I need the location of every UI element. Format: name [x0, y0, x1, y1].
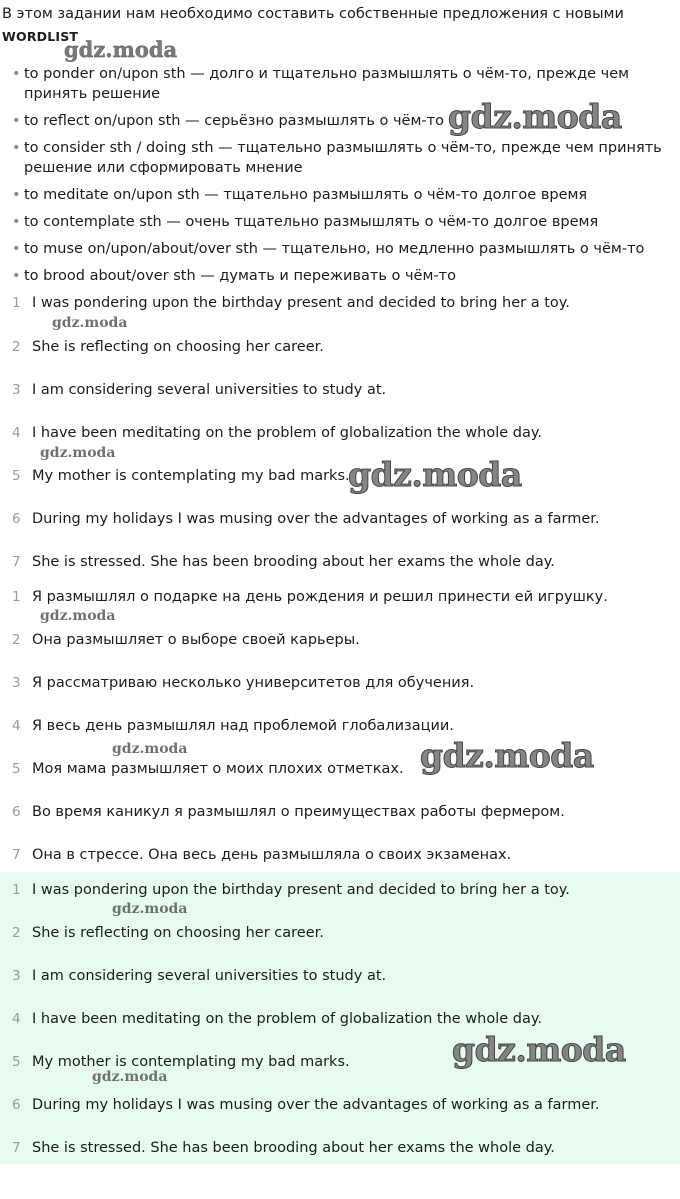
sentence-en-2: [0, 337, 680, 359]
sentence-number: 1: [12, 295, 21, 311]
wordlist-item-text: to brood about/over sth — думать и переживать о чём-то: [24, 268, 456, 284]
sentence-answer-1: [0, 880, 680, 902]
sentence-text: Она в стрессе. Она весь день размышляла о своих экзаменах.: [32, 847, 512, 863]
wordlist-item-text: to meditate on/upon sth — тщательно размышлять о чём-то долгое время: [24, 187, 588, 203]
sentence-text: I was pondering upon the birthday present and decided to bring her a toy.: [32, 295, 570, 311]
sentence-number: 1: [12, 589, 21, 605]
wordlist-item: [12, 239, 672, 259]
sentence-number: 2: [12, 339, 21, 355]
watermark: gdz.moda: [420, 736, 594, 775]
wordlist-item: [12, 64, 672, 104]
sentence-number: 3: [12, 382, 21, 398]
sentence-answer-5: [0, 1052, 680, 1074]
sentence-answer-6: [0, 1095, 680, 1117]
sentence-number: 2: [12, 925, 21, 941]
bullet-icon: •: [12, 214, 21, 230]
sentence-en-4: [0, 423, 680, 445]
wordlist-item: [12, 138, 672, 178]
sentence-answer-4: [0, 1009, 680, 1031]
sentence-en-1: [0, 293, 680, 315]
sentence-ru-2: [0, 630, 680, 652]
sentence-number: 4: [12, 1011, 21, 1027]
watermark: gdz.moda: [112, 901, 188, 917]
sentence-text: Во время каникул я размышлял о преимуществах работы фермером.: [32, 804, 565, 820]
sentence-text: During my holidays I was musing over the advantages of working as a farmer.: [32, 511, 600, 527]
sentence-text: Она размышляет о выборе своей карьеры.: [32, 632, 360, 648]
sentence-number: 7: [12, 554, 21, 570]
wordlist-item: [12, 185, 672, 205]
sentence-answer-2: [0, 923, 680, 945]
sentence-answer-3: [0, 966, 680, 988]
sentence-number: 7: [12, 847, 21, 863]
sentence-ru-3: [0, 673, 680, 695]
bullet-icon: •: [12, 113, 21, 129]
bullet-icon: •: [12, 241, 21, 257]
sentence-number: 3: [12, 968, 21, 984]
sentence-ru-7: [0, 845, 680, 867]
sentence-text: My mother is contemplating my bad marks.: [32, 468, 350, 484]
sentence-ru-4: [0, 716, 680, 738]
watermark: gdz.moda: [40, 445, 116, 461]
sentence-number: 5: [12, 761, 21, 777]
sentence-number: 2: [12, 632, 21, 648]
sentence-number: 3: [12, 675, 21, 691]
sentence-en-6: [0, 509, 680, 531]
sentence-en-5: [0, 466, 680, 488]
sentence-number: 5: [12, 1054, 21, 1070]
sentence-text: Моя мама размышляет о моих плохих отметках.: [32, 761, 404, 777]
sentence-text: I am considering several universities to study at.: [32, 382, 387, 398]
sentence-text: I have been meditating on the problem of globalization the whole day.: [32, 1011, 542, 1027]
wordlist-title: WORDLIST: [2, 29, 79, 44]
watermark: gdz.moda: [348, 455, 522, 494]
sentence-text: Я размышлял о подарке на день рождения и решил принести ей игрушку.: [32, 589, 608, 605]
wordlist: [12, 64, 672, 286]
sentence-number: 5: [12, 468, 21, 484]
sentence-text: She is stressed. She has been brooding about her exams the whole day.: [32, 1140, 555, 1156]
sentence-text: Я весь день размышлял над проблемой глобализации.: [32, 718, 454, 734]
sentence-number: 1: [12, 882, 21, 898]
bullet-icon: •: [12, 66, 21, 82]
sentence-ru-5: [0, 759, 680, 781]
watermark: gdz.moda: [52, 315, 128, 331]
bullet-icon: •: [12, 140, 21, 156]
sentence-text: My mother is contemplating my bad marks.: [32, 1054, 350, 1070]
sentence-en-7: [0, 552, 680, 574]
wordlist-item: [12, 212, 672, 232]
sentence-text: She is reflecting on choosing her career.: [32, 925, 324, 941]
watermark: gdz.moda: [40, 608, 116, 624]
watermark: gdz.moda: [92, 1069, 168, 1085]
watermark: gdz.moda: [448, 97, 622, 136]
sentence-text: She is stressed. She has been brooding about her exams the whole day.: [32, 554, 555, 570]
sentence-number: 6: [12, 804, 21, 820]
sentence-text: I have been meditating on the problem of globalization the whole day.: [32, 425, 542, 441]
wordlist-item: [12, 111, 672, 131]
watermark: gdz.moda: [112, 741, 188, 757]
wordlist-item-text: to consider sth / doing sth — тщательно размышлять о чём-то, прежде чем принять решение или сформировать мнение: [24, 140, 662, 176]
wordlist-item: [12, 266, 672, 286]
sentence-text: During my holidays I was musing over the advantages of working as a farmer.: [32, 1097, 600, 1113]
wordlist-item-text: to reflect on/upon sth — серьёзно размышлять о чём-то: [24, 113, 444, 129]
bullet-icon: •: [12, 187, 21, 203]
sentence-number: 4: [12, 718, 21, 734]
sentence-text: I am considering several universities to study at.: [32, 968, 387, 984]
wordlist-item-text: to ponder on/upon sth — долго и тщательно размышлять о чём-то, прежде чем принять решение: [24, 66, 630, 102]
wordlist-item-text: to contemplate sth — очень тщательно размышлять о чём-то долгое время: [24, 214, 599, 230]
watermark: gdz.moda: [452, 1030, 626, 1069]
sentence-number: 6: [12, 511, 21, 527]
watermark: gdz.moda: [64, 37, 178, 62]
sentence-ru-6: [0, 802, 680, 824]
wordlist-item-text: to muse on/upon/about/over sth — тщательно, но медленно размышлять о чём-то: [24, 241, 645, 257]
sentence-text: Я рассматриваю несколько университетов для обучения.: [32, 675, 475, 691]
sentence-number: 4: [12, 425, 21, 441]
sentence-text: She is reflecting on choosing her career.: [32, 339, 324, 355]
sentence-ru-1: [0, 587, 680, 609]
intro-text: В этом задании нам необходимо составить собственные предложения с новыми: [2, 6, 624, 22]
sentence-number: 7: [12, 1140, 21, 1156]
bullet-icon: •: [12, 268, 21, 284]
sentence-text: I was pondering upon the birthday present and decided to bring her a toy.: [32, 882, 570, 898]
sentence-en-3: [0, 380, 680, 402]
sentence-number: 6: [12, 1097, 21, 1113]
sentence-answer-7: [0, 1138, 680, 1160]
